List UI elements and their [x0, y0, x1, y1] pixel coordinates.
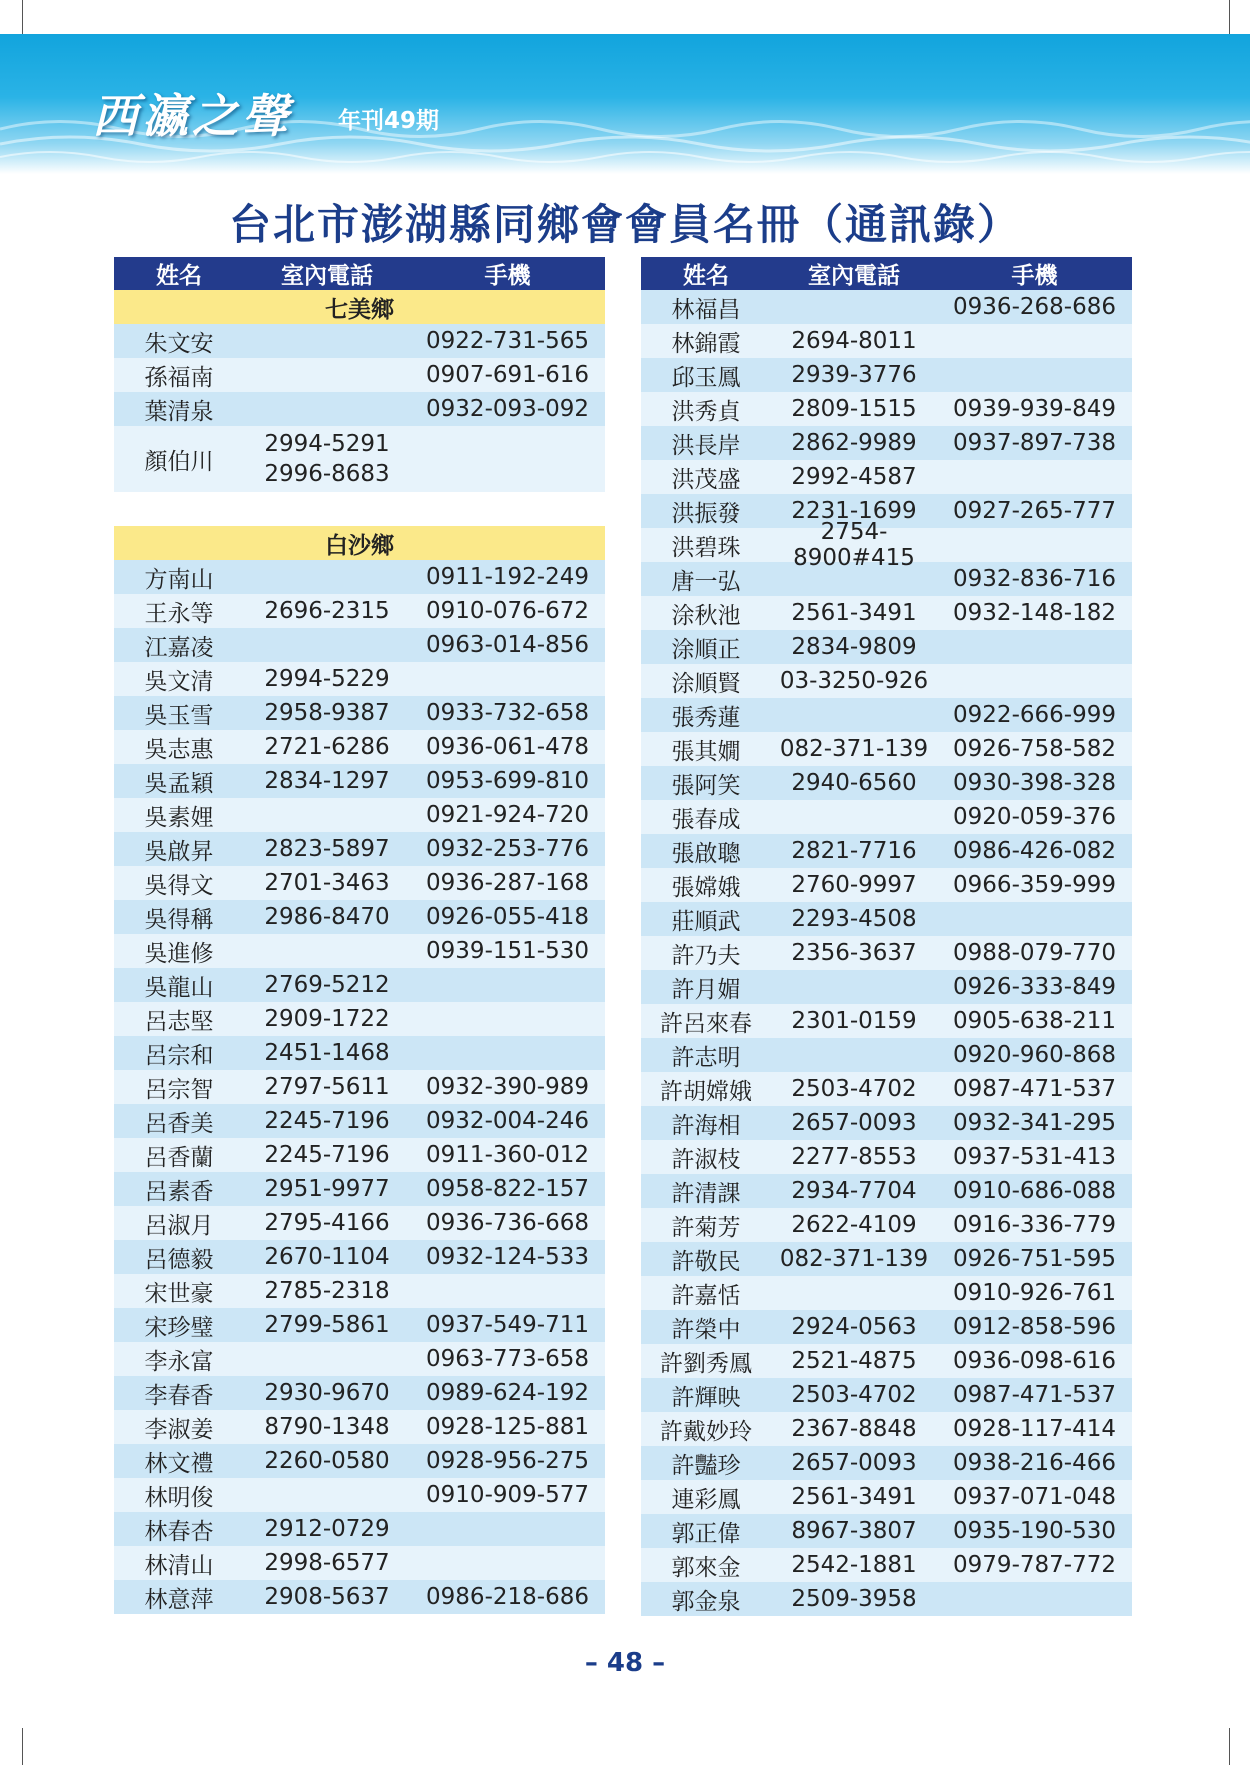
table-row	[114, 1172, 605, 1206]
col-mobile-header: 手機	[1011, 263, 1058, 289]
member-name: 郭正偉	[671, 1520, 741, 1547]
member-name: 張嫦娥	[671, 874, 741, 901]
member-tel: 2754-8900#415	[793, 519, 915, 571]
member-tel: 2657-0093	[791, 1110, 917, 1136]
table-row	[641, 519, 1132, 571]
member-name: 宋珍璧	[144, 1314, 214, 1341]
col-tel-header: 室內電話	[808, 263, 900, 289]
member-name: 吳龍山	[144, 974, 214, 1001]
table-row	[641, 1480, 1132, 1514]
member-name: 張啟聰	[671, 840, 741, 867]
member-name: 唐一弘	[671, 568, 741, 595]
table-row	[114, 1274, 605, 1308]
table-row	[641, 732, 1132, 766]
member-name: 洪碧珠	[671, 534, 741, 561]
table-row	[114, 968, 605, 1002]
table-row	[114, 1104, 605, 1138]
member-mobile: 0920-960-868	[953, 1042, 1116, 1068]
member-tel: 2940-6560	[791, 770, 917, 796]
member-name: 呂志堅	[144, 1008, 214, 1035]
table-row	[641, 1106, 1132, 1140]
table-row	[641, 1208, 1132, 1242]
table-row	[641, 392, 1132, 426]
member-name: 林春杏	[144, 1518, 214, 1545]
table-row	[114, 730, 605, 764]
table-row	[114, 1240, 605, 1274]
member-tel: 2231-1699	[791, 498, 917, 524]
table-row	[641, 1276, 1132, 1310]
member-name: 張阿笑	[671, 772, 741, 799]
table-row	[641, 1174, 1132, 1208]
member-mobile: 0932-390-989	[426, 1074, 589, 1100]
table-row	[641, 1514, 1132, 1548]
table-row	[641, 1378, 1132, 1412]
member-tel: 2795-4166	[264, 1210, 390, 1236]
table-row	[641, 1446, 1132, 1480]
member-mobile: 0986-426-082	[953, 838, 1116, 864]
member-name: 林福昌	[671, 296, 741, 323]
member-mobile: 0916-336-779	[953, 1212, 1116, 1238]
member-tel: 2356-3637	[791, 940, 917, 966]
member-name: 張春成	[671, 806, 741, 833]
member-mobile: 0911-360-012	[426, 1142, 589, 1168]
member-name: 葉清泉	[144, 398, 214, 425]
table-row	[114, 1308, 605, 1342]
member-tel: 2939-3776	[791, 362, 917, 388]
member-name: 呂素香	[144, 1178, 214, 1205]
member-name: 洪茂盛	[671, 466, 741, 493]
table-row	[641, 324, 1132, 358]
table-row	[641, 698, 1132, 732]
member-tel: 2809-1515	[791, 396, 917, 422]
col-mobile-header: 手機	[484, 263, 531, 289]
member-tel: 2998-6577	[264, 1550, 390, 1576]
table-row	[114, 1376, 605, 1410]
member-tel: 2862-9989	[791, 430, 917, 456]
member-mobile: 0989-624-192	[426, 1380, 589, 1406]
member-tel: 2521-4875	[791, 1348, 917, 1374]
member-mobile: 0932-253-776	[426, 836, 589, 862]
section-spacer	[114, 492, 605, 526]
member-mobile: 0932-124-533	[426, 1244, 589, 1270]
member-tel: 2821-7716	[791, 838, 917, 864]
table-row	[114, 358, 605, 392]
member-tel: 2451-1468	[264, 1040, 390, 1066]
table-row	[114, 764, 605, 798]
table-row	[114, 662, 605, 696]
member-mobile: 0910-686-088	[953, 1178, 1116, 1204]
left-member-table	[114, 257, 605, 1614]
member-name: 吳素娌	[144, 804, 214, 831]
member-name: 許劉秀鳳	[660, 1350, 752, 1377]
page-title: 台北市澎湖縣同鄉會會員名冊（通訊錄）	[228, 200, 1021, 249]
member-mobile: 0935-190-530	[953, 1518, 1116, 1544]
member-name: 李永富	[144, 1348, 214, 1375]
member-mobile: 0921-924-720	[426, 802, 589, 828]
issue-number: 年刊49期	[338, 108, 440, 134]
table-row	[641, 1140, 1132, 1174]
member-tel: 2696-2315	[264, 598, 390, 624]
member-tel: 8967-3807	[791, 1518, 917, 1544]
member-mobile: 0958-822-157	[426, 1176, 589, 1202]
table-row	[641, 936, 1132, 970]
member-name: 吳志惠	[144, 736, 214, 763]
table-row	[114, 1478, 605, 1512]
crop-mark	[1229, 1728, 1230, 1765]
magazine-name: 西瀛之聲	[92, 89, 292, 143]
member-tel: 2293-4508	[791, 906, 917, 932]
member-tel: 2799-5861	[264, 1312, 390, 1338]
table-row	[114, 1070, 605, 1104]
member-name: 李淑姜	[144, 1416, 214, 1443]
member-name: 許海相	[671, 1112, 741, 1139]
page-number: – 48 –	[584, 1648, 666, 1678]
member-mobile: 0936-268-686	[953, 294, 1116, 320]
member-name: 許淑枝	[671, 1146, 741, 1173]
table-header	[114, 257, 605, 290]
member-tel: 2908-5637	[264, 1584, 390, 1610]
member-name: 洪秀貞	[671, 398, 741, 425]
member-tel: 2930-9670	[264, 1380, 390, 1406]
member-name: 呂德毅	[144, 1246, 214, 1273]
member-mobile: 0936-736-668	[426, 1210, 589, 1236]
member-tel: 2245-7196	[264, 1142, 390, 1168]
member-mobile: 0986-218-686	[426, 1584, 589, 1610]
member-mobile: 0966-359-999	[953, 872, 1116, 898]
member-name: 許志明	[671, 1044, 741, 1071]
table-row	[114, 1580, 605, 1614]
member-name: 涂順賢	[671, 670, 741, 697]
table-row	[114, 1036, 605, 1070]
member-name: 朱文安	[144, 330, 214, 357]
member-tel: 2367-8848	[791, 1416, 917, 1442]
member-name: 呂香美	[144, 1110, 214, 1137]
table-row	[114, 696, 605, 730]
member-name: 邱玉鳳	[671, 364, 741, 391]
member-name: 張其嫺	[671, 738, 741, 765]
member-tel: 2657-0093	[791, 1450, 917, 1476]
member-name: 吳文清	[144, 668, 214, 695]
member-name: 吳進修	[144, 940, 214, 967]
member-mobile: 0910-926-761	[953, 1280, 1116, 1306]
table-row	[641, 970, 1132, 1004]
table-row	[114, 594, 605, 628]
member-name: 張秀蓮	[671, 704, 741, 731]
member-mobile: 0920-059-376	[953, 804, 1116, 830]
member-tel: 2994-5229	[264, 666, 390, 692]
table-row	[114, 426, 605, 492]
member-name: 涂順正	[671, 636, 741, 663]
member-name: 許榮中	[671, 1316, 741, 1343]
member-tel: 2986-8470	[264, 904, 390, 930]
member-name: 許輝映	[671, 1384, 741, 1411]
member-name: 吳得文	[144, 872, 214, 899]
member-name: 李春香	[144, 1382, 214, 1409]
right-member-table	[641, 257, 1132, 1616]
table-row	[641, 834, 1132, 868]
member-name: 郭來金	[671, 1554, 741, 1581]
member-tel: 082-371-139	[779, 1246, 929, 1272]
table-row	[114, 866, 605, 900]
table-row	[641, 358, 1132, 392]
member-mobile: 0927-265-777	[953, 498, 1116, 524]
member-tel: 2992-4587	[791, 464, 917, 490]
crop-mark	[22, 0, 23, 34]
member-name: 許敬民	[671, 1248, 741, 1275]
member-tel: 2834-9809	[791, 634, 917, 660]
member-name: 宋世豪	[144, 1280, 214, 1307]
table-row	[114, 1206, 605, 1240]
member-name: 呂淑月	[144, 1212, 214, 1239]
member-tel: 2561-3491	[791, 600, 917, 626]
member-name: 許清課	[671, 1180, 741, 1207]
member-tel: 2260-0580	[264, 1448, 390, 1474]
table-row	[641, 1004, 1132, 1038]
member-tel: 2951-9977	[264, 1176, 390, 1202]
member-mobile: 0905-638-211	[953, 1008, 1116, 1034]
member-tel: 2701-3463	[264, 870, 390, 896]
member-mobile: 0937-549-711	[426, 1312, 589, 1338]
member-tel: 2245-7196	[264, 1108, 390, 1134]
member-tel: 2561-3491	[791, 1484, 917, 1510]
member-tel: 2509-3958	[791, 1586, 917, 1612]
table-row	[641, 1038, 1132, 1072]
member-mobile: 0987-471-537	[953, 1382, 1116, 1408]
table-row	[641, 1344, 1132, 1378]
member-tel: 2503-4702	[791, 1382, 917, 1408]
member-name: 林明俊	[144, 1484, 214, 1511]
table-header	[641, 257, 1132, 290]
member-mobile: 0932-836-716	[953, 566, 1116, 592]
col-tel-header: 室內電話	[281, 263, 373, 289]
table-row	[641, 290, 1132, 324]
member-name: 吳孟穎	[144, 770, 214, 797]
table-row	[114, 560, 605, 594]
table-row	[641, 630, 1132, 664]
member-mobile: 0910-909-577	[426, 1482, 589, 1508]
member-tel: 2934-7704	[791, 1178, 917, 1204]
table-row	[641, 766, 1132, 800]
member-mobile: 0979-787-772	[953, 1552, 1116, 1578]
member-tel: 2721-6286	[264, 734, 390, 760]
table-row	[114, 1410, 605, 1444]
section-title: 七美鄉	[114, 290, 605, 324]
table-row	[641, 426, 1132, 460]
member-name: 許胡嫦娥	[660, 1078, 752, 1105]
member-tel: 2769-5212	[264, 972, 390, 998]
member-mobile: 0937-531-413	[953, 1144, 1116, 1170]
member-tel: 2760-9997	[791, 872, 917, 898]
table-row	[641, 460, 1132, 494]
member-name: 江嘉凌	[144, 634, 214, 661]
member-mobile: 0926-758-582	[953, 736, 1116, 762]
table-row	[114, 392, 605, 426]
member-name: 林錦霞	[671, 330, 741, 357]
member-tel: 2670-1104	[264, 1244, 390, 1270]
table-row	[641, 1412, 1132, 1446]
member-mobile: 0963-773-658	[426, 1346, 589, 1372]
member-mobile: 0936-061-478	[426, 734, 589, 760]
member-name: 呂香蘭	[144, 1144, 214, 1171]
member-name: 呂宗和	[144, 1042, 214, 1069]
member-tel: 03-3250-926	[779, 668, 929, 694]
table-row	[114, 1546, 605, 1580]
table-row	[114, 1002, 605, 1036]
member-name: 許呂來春	[660, 1010, 752, 1037]
member-mobile: 0910-076-672	[426, 598, 589, 624]
table-row	[114, 1342, 605, 1376]
member-name: 王永等	[144, 600, 214, 627]
table-row	[641, 1582, 1132, 1616]
member-tel: 2277-8553	[791, 1144, 917, 1170]
member-name: 連彩鳳	[671, 1486, 741, 1513]
table-row	[641, 800, 1132, 834]
member-name: 涂秋池	[671, 602, 741, 629]
member-mobile: 0936-098-616	[953, 1348, 1116, 1374]
table-row	[641, 1548, 1132, 1582]
table-row	[641, 1242, 1132, 1276]
member-mobile: 0963-014-856	[426, 632, 589, 658]
table-row	[114, 324, 605, 358]
crop-mark	[1229, 0, 1230, 34]
member-mobile: 0926-751-595	[953, 1246, 1116, 1272]
table-row	[641, 902, 1132, 936]
member-name: 洪長岸	[671, 432, 741, 459]
member-mobile: 0932-004-246	[426, 1108, 589, 1134]
member-mobile: 0930-398-328	[953, 770, 1116, 796]
table-row	[641, 664, 1132, 698]
table-row	[114, 900, 605, 934]
member-mobile: 0932-093-092	[426, 396, 589, 422]
member-mobile: 0911-192-249	[426, 564, 589, 590]
member-name: 許菊芳	[671, 1214, 741, 1241]
table-row	[114, 934, 605, 968]
member-mobile: 0939-151-530	[426, 938, 589, 964]
member-mobile: 0988-079-770	[953, 940, 1116, 966]
member-name: 許豔珍	[671, 1452, 741, 1479]
member-name: 吳啟昇	[144, 838, 214, 865]
member-mobile: 0926-333-849	[953, 974, 1116, 1000]
member-tel: 2834-1297	[264, 768, 390, 794]
member-mobile: 0922-666-999	[953, 702, 1116, 728]
member-mobile: 0932-148-182	[953, 600, 1116, 626]
table-row	[114, 628, 605, 662]
crop-mark	[22, 1728, 23, 1765]
member-tel: 2823-5897	[264, 836, 390, 862]
member-tel: 2785-2318	[264, 1278, 390, 1304]
table-row	[114, 798, 605, 832]
member-tel: 2622-4109	[791, 1212, 917, 1238]
member-tel: 2797-5611	[264, 1074, 390, 1100]
member-mobile: 0987-471-537	[953, 1076, 1116, 1102]
member-name: 許戴妙玲	[660, 1418, 752, 1445]
member-tel: 2958-9387	[264, 700, 390, 726]
member-tel: 2694-8011	[791, 328, 917, 354]
member-name: 方南山	[144, 566, 214, 593]
table-row	[641, 1072, 1132, 1106]
member-tel	[244, 429, 410, 489]
member-mobile: 0922-731-565	[426, 328, 589, 354]
member-name: 郭金泉	[671, 1588, 741, 1615]
member-name: 許嘉恬	[671, 1282, 741, 1309]
member-mobile: 0932-341-295	[953, 1110, 1116, 1136]
table-row	[114, 1512, 605, 1546]
col-name-header: 姓名	[683, 263, 729, 289]
member-name: 許乃夫	[671, 942, 741, 969]
member-tel: 2503-4702	[791, 1076, 917, 1102]
member-name: 呂宗智	[144, 1076, 214, 1103]
member-tel: 2924-0563	[791, 1314, 917, 1340]
table-row	[641, 868, 1132, 902]
member-tel: 8790-1348	[264, 1414, 390, 1440]
table-row	[114, 832, 605, 866]
table-row	[641, 1310, 1132, 1344]
member-mobile: 0926-055-418	[426, 904, 589, 930]
member-name: 洪振發	[671, 500, 741, 527]
member-tel-line: 2996-8683	[264, 461, 390, 487]
table-row	[641, 596, 1132, 630]
section-title: 白沙鄉	[114, 526, 605, 560]
member-tel: 2542-1881	[791, 1552, 917, 1578]
member-name: 孫福南	[144, 364, 214, 391]
member-name: 莊順武	[671, 908, 741, 935]
member-mobile: 0939-939-849	[953, 396, 1116, 422]
member-mobile: 0928-117-414	[953, 1416, 1116, 1442]
member-mobile: 0937-071-048	[953, 1484, 1116, 1510]
member-mobile: 0912-858-596	[953, 1314, 1116, 1340]
member-tel: 2301-0159	[791, 1008, 917, 1034]
member-name: 林意萍	[144, 1586, 214, 1613]
member-name: 林文禮	[144, 1450, 214, 1477]
member-mobile: 0938-216-466	[953, 1450, 1116, 1476]
member-tel: 082-371-139	[779, 736, 929, 762]
member-mobile: 0928-956-275	[426, 1448, 589, 1474]
member-mobile: 0937-897-738	[953, 430, 1116, 456]
member-name: 林清山	[144, 1552, 214, 1579]
member-mobile: 0907-691-616	[426, 362, 589, 388]
member-mobile: 0933-732-658	[426, 700, 589, 726]
member-name: 顏伯川	[144, 448, 214, 475]
table-row	[114, 1444, 605, 1478]
member-mobile: 0953-699-810	[426, 768, 589, 794]
member-tel-line: 2994-5291	[264, 431, 390, 457]
member-mobile: 0936-287-168	[426, 870, 589, 896]
member-tel: 2909-1722	[264, 1006, 390, 1032]
member-name: 吳玉雪	[144, 702, 214, 729]
member-mobile: 0928-125-881	[426, 1414, 589, 1440]
member-name: 吳得稱	[144, 906, 214, 933]
member-tel: 2912-0729	[264, 1516, 390, 1542]
table-row	[114, 1138, 605, 1172]
member-name: 許月媚	[671, 976, 741, 1003]
col-name-header: 姓名	[156, 263, 202, 289]
